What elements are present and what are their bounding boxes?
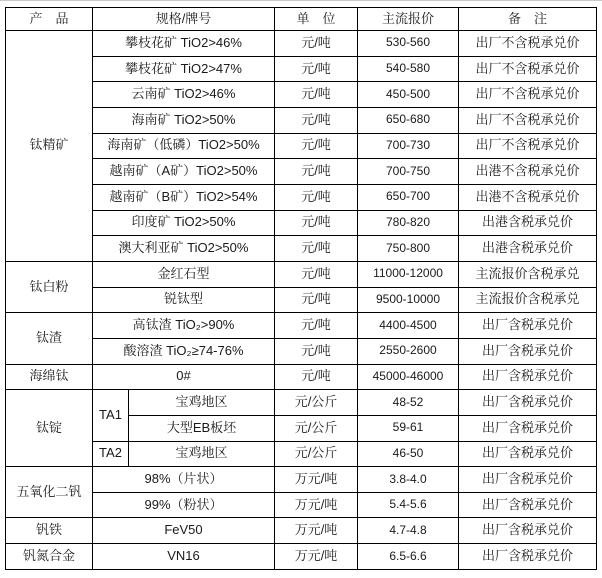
price-cell: 650-680 [358,107,459,133]
remark-cell: 出厂含税承兑价 [459,492,597,518]
table-row [6,544,597,570]
spec-cell: 澳大利亚矿 TiO2>50% [93,236,275,262]
header-remark: 备 注 [459,8,597,31]
spec-cell: 印度矿 TiO2>50% [93,210,275,236]
unit-cell: 元/吨 [275,31,358,57]
price-cell: 700-730 [358,133,459,159]
spec-cell: 锐钛型 [93,287,275,313]
spec-cell: 云南矿 TiO2>46% [93,82,275,108]
product-group-cell: 钛渣 [6,313,93,364]
price-cell: 3.8-4.0 [358,467,459,493]
spec-cell: FeV50 [93,518,275,544]
remark-cell: 出厂含税承兑价 [459,364,597,390]
spec-cell: VN16 [93,544,275,570]
spec-cell: 0# [93,364,275,390]
remark-cell: 出港不含税承兑价 [459,159,597,185]
table-row [6,56,597,82]
unit-cell: 元/吨 [275,287,358,313]
grade-cell: TA1 [93,390,129,441]
header-row [6,8,597,31]
price-cell: 4.7-4.8 [358,518,459,544]
price-cell: 750-800 [358,236,459,262]
price-cell: 46-50 [358,441,459,467]
header-unit: 单 位 [275,8,358,31]
table-row [6,518,597,544]
remark-cell: 出厂不含税承兑价 [459,31,597,57]
table-row [6,31,597,57]
product-group-cell: 钒氮合金 [6,544,93,570]
unit-cell: 元/吨 [275,184,358,210]
unit-cell: 元/吨 [275,236,358,262]
remark-cell: 出港含税承兑价 [459,210,597,236]
spec-cell: 越南矿（B矿）TiO2>54% [93,184,275,210]
unit-cell: 元/吨 [275,159,358,185]
spec-cell: 攀枝花矿 TiO2>46% [93,31,275,57]
remark-cell: 出厂含税承兑价 [459,544,597,570]
price-table [5,7,597,570]
remark-cell: 出厂不含税承兑价 [459,133,597,159]
product-group-cell: 钒铁 [6,518,93,544]
remark-cell: 出厂含税承兑价 [459,441,597,467]
remark-cell: 出厂不含税承兑价 [459,107,597,133]
unit-cell: 元/吨 [275,107,358,133]
remark-cell: 出港含税承兑价 [459,236,597,262]
price-cell: 2550-2600 [358,338,459,364]
price-cell: 11000-12000 [358,261,459,287]
table-row [6,236,597,262]
product-group-cell: 海绵钛 [6,364,93,390]
price-cell: 45000-46000 [358,364,459,390]
table-row [6,390,597,416]
table-row [6,364,597,390]
price-cell: 450-500 [358,82,459,108]
price-cell: 5.4-5.6 [358,492,459,518]
spec-cell: 金红石型 [93,261,275,287]
price-cell: 540-580 [358,56,459,82]
price-cell: 780-820 [358,210,459,236]
grade-cell: TA2 [93,441,129,467]
unit-cell: 元/公斤 [275,441,358,467]
header-price: 主流报价 [358,8,459,31]
remark-cell: 主流报价含税承兑 [459,261,597,287]
product-group-cell: 钛锭 [6,390,93,467]
spec-cell: 越南矿（A矿）TiO2>50% [93,159,275,185]
unit-cell: 元/吨 [275,338,358,364]
product-group-cell: 钛白粉 [6,261,93,312]
table-row [6,287,597,313]
header-spec: 规格/牌号 [93,8,275,31]
table-row [6,313,597,339]
remark-cell: 出港不含税承兑价 [459,184,597,210]
product-group-cell: 五氧化二钒 [6,467,93,518]
spec-cell: 宝鸡地区 [129,390,275,416]
spec-cell: 98%（片状） [93,467,275,493]
unit-cell: 元/公斤 [275,390,358,416]
unit-cell: 元/吨 [275,364,358,390]
unit-cell: 元/吨 [275,210,358,236]
unit-cell: 万元/吨 [275,467,358,493]
unit-cell: 元/吨 [275,56,358,82]
table-row [6,441,597,467]
unit-cell: 元/吨 [275,82,358,108]
spec-cell: 高钛渣 TiO₂>90% [93,313,275,339]
spec-cell: 酸溶渣 TiO₂≥74-76% [93,338,275,364]
remark-cell: 出厂含税承兑价 [459,390,597,416]
spec-cell: 攀枝花矿 TiO2>47% [93,56,275,82]
spec-cell: 大型EB板坯 [129,415,275,441]
remark-cell: 出厂不含税承兑价 [459,82,597,108]
remark-cell: 出厂含税承兑价 [459,313,597,339]
unit-cell: 万元/吨 [275,518,358,544]
remark-cell: 出厂含税承兑价 [459,338,597,364]
product-group-cell: 钛精矿 [6,31,93,262]
table-row [6,467,597,493]
price-cell: 48-52 [358,390,459,416]
table-row [6,107,597,133]
table-row [6,159,597,185]
spec-cell: 海南矿（低磷）TiO2>50% [93,133,275,159]
price-cell: 6.5-6.6 [358,544,459,570]
remark-cell: 出厂含税承兑价 [459,415,597,441]
price-cell: 9500-10000 [358,287,459,313]
spec-cell: 宝鸡地区 [129,441,275,467]
unit-cell: 元/吨 [275,261,358,287]
spec-cell: 海南矿 TiO2>50% [93,107,275,133]
price-cell: 4400-4500 [358,313,459,339]
unit-cell: 万元/吨 [275,492,358,518]
header-product: 产 品 [6,8,93,31]
unit-cell: 万元/吨 [275,544,358,570]
price-cell: 59-61 [358,415,459,441]
page-top-divider [0,0,602,1]
price-cell: 530-560 [358,31,459,57]
remark-cell: 主流报价含税承兑 [459,287,597,313]
remark-cell: 出厂含税承兑价 [459,518,597,544]
table-row [6,133,597,159]
unit-cell: 元/吨 [275,313,358,339]
remark-cell: 出厂含税承兑价 [459,467,597,493]
remark-cell: 出厂不含税承兑价 [459,56,597,82]
unit-cell: 元/吨 [275,133,358,159]
unit-cell: 元/公斤 [275,415,358,441]
table-row [6,492,597,518]
table-row [6,82,597,108]
table-row [6,184,597,210]
price-cell: 700-750 [358,159,459,185]
table-row [6,261,597,287]
table-row [6,210,597,236]
spec-cell: 99%（粉状） [93,492,275,518]
price-cell: 650-700 [358,184,459,210]
table-row [6,338,597,364]
